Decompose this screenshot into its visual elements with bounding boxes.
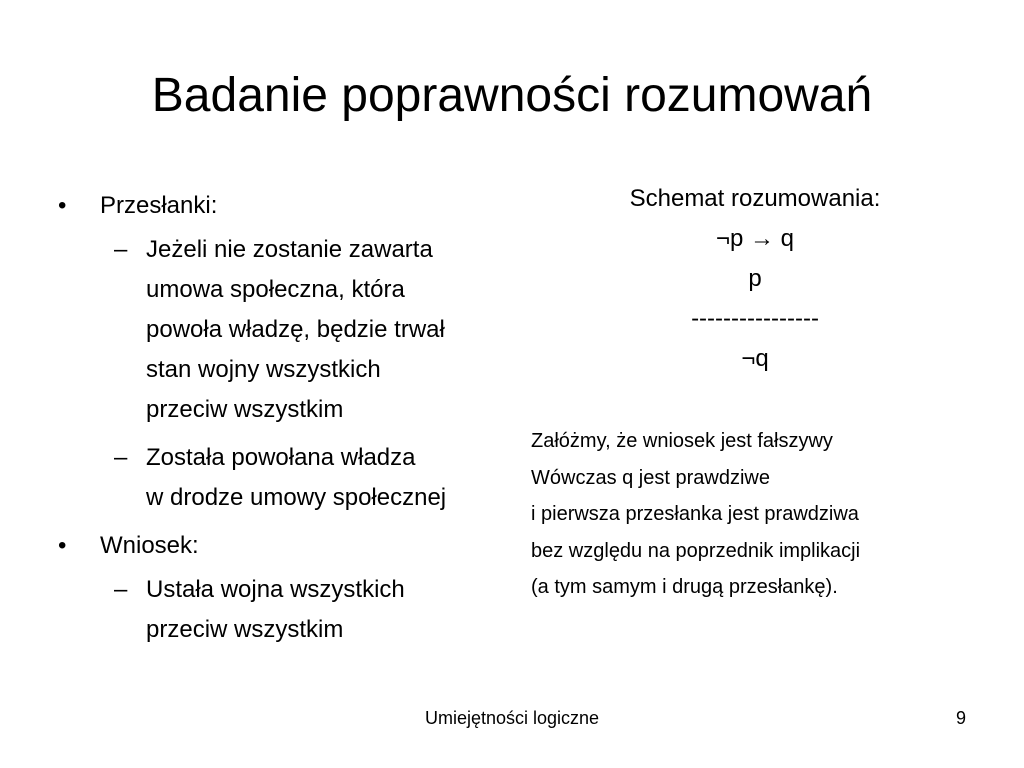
note-line-3: i pierwsza przesłanka jest prawdziwa: [531, 503, 859, 525]
reasoning-schema: [555, 179, 955, 379]
premise-1-line-2: umowa społeczna, która: [146, 276, 405, 303]
note-line-5: (a tym samym i drugą przesłankę).: [531, 576, 838, 598]
note-line-4: bez względu na poprzednik implikacji: [531, 539, 861, 562]
dash-marker: –: [114, 444, 128, 471]
conclusion-sublist: [100, 570, 518, 650]
dash-marker: –: [114, 236, 128, 263]
schema-heading: Schemat rozumowania:: [629, 185, 881, 212]
premise-1-line-4: stan wojny wszystkich: [146, 356, 381, 383]
proof-note: [531, 423, 1001, 606]
premises-bullet: [58, 186, 518, 518]
schema-premise-p: p: [748, 265, 762, 292]
premises-sublist: [100, 230, 518, 518]
bullet-marker: •: [58, 532, 67, 559]
note-line-1: Załóżmy, że wniosek jest fałszywy: [531, 430, 833, 452]
footer-title: Umiejętności logiczne: [424, 708, 600, 728]
bullet-marker: •: [58, 192, 67, 219]
schema-implication: ¬p → q: [715, 225, 795, 252]
premise-1-line-3: powoła władzę, będzie trwał: [146, 316, 445, 343]
premise-1: [100, 230, 518, 430]
schema-conclusion: ¬q: [741, 345, 769, 372]
slide-title: Badanie poprawności rozumowań: [151, 69, 873, 122]
conclusion-bullet: [58, 526, 518, 650]
conclusion-1: [100, 570, 518, 650]
conclusion-1-line-2: przeciw wszystkim: [146, 616, 344, 643]
note-line-2: Wówczas q jest prawdziwe: [531, 466, 770, 489]
conclusion-1-line-1: Ustała wojna wszystkich: [146, 576, 405, 603]
premise-2: [100, 438, 518, 518]
premises-label: Przesłanki:: [100, 192, 218, 219]
dash-marker: –: [114, 576, 128, 603]
premises-conclusion-list: [58, 186, 518, 650]
premise-2-line-2: w drodze umowy społecznej: [146, 484, 447, 511]
schema-divider: ----------------: [691, 305, 819, 332]
conclusion-label: Wniosek:: [100, 532, 199, 559]
page-number: 9: [955, 708, 966, 728]
premise-1-line-1: Jeżeli nie zostanie zawarta: [146, 236, 433, 263]
premise-1-line-5: przeciw wszystkim: [146, 396, 344, 423]
premise-2-line-1: Została powołana władza: [146, 444, 416, 471]
